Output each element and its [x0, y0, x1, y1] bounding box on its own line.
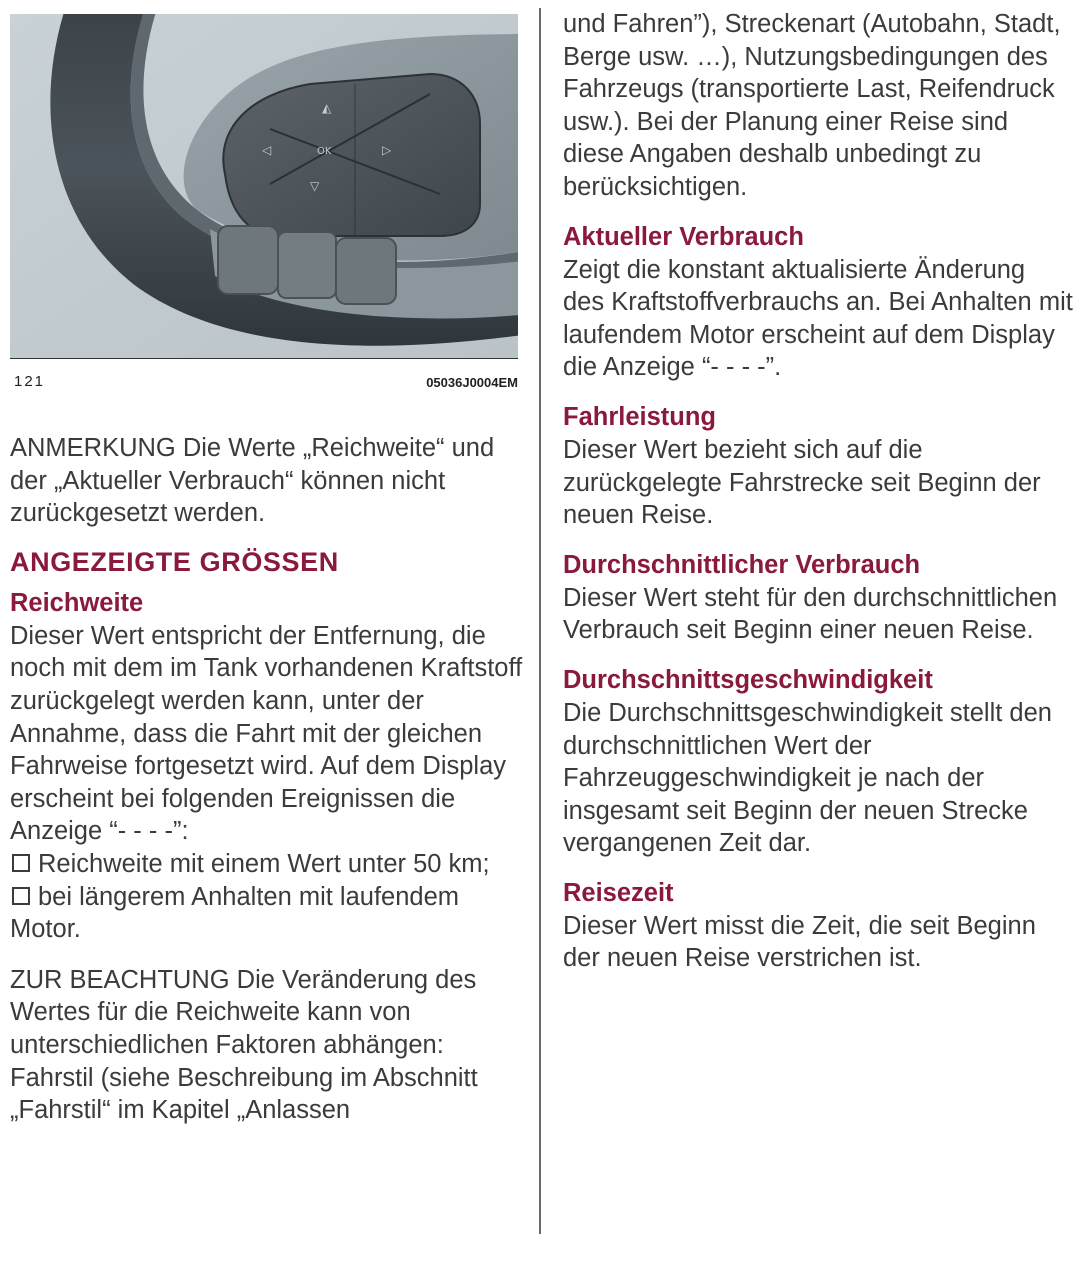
checkbox-square-icon [12, 854, 30, 872]
bullet-text: Reichweite mit einem Wert unter 50 km; [38, 849, 490, 878]
aktueller-verbrauch-heading: Aktueller Verbrauch [563, 222, 804, 251]
bullet-item [10, 881, 525, 946]
durchschnittlicher-verbrauch-heading: Durchschnittlicher Verbrauch [563, 550, 921, 579]
reichweite-heading: Reichweite [10, 588, 144, 617]
section-title: ANGEZEIGTE GRÖSSEN [10, 546, 339, 577]
fahrleistung-heading: Fahrleistung [563, 402, 717, 431]
steering-wheel-figure [10, 14, 518, 358]
durchschnittlicher-verbrauch-body: Dieser Wert steht für den durchschnittlichen Verbrauch seit Beginn einer neuen Reise. [563, 583, 1058, 645]
continuation-paragraph: und Fahren”), Streckenart (Autobahn, Stadt, Berge usw. …), Nutzungsbedingungen des Fahrzeugs (transportierte Last, Reifendruck usw.). Bei der Planung einer Reise sind diese Angaben deshalb unbedingt zu berücksichtigen. [563, 10, 1061, 201]
reichweite-body: Dieser Wert entspricht der Entfernung, die noch mit dem im Tank vorhandenen Kraftstoff zurückgelegt werden kann, unter der Annahme, dass die Fahrt mit der gleichen Fahrweise fortgesetzt wird. Auf dem Display erscheint bei folgenden Ereignissen die Anzeige “- - - -”: [10, 621, 523, 846]
svg-text:◭: ◭ [322, 101, 332, 115]
fahrleistung-body: Dieser Wert bezieht sich auf die zurückgelegte Fahrstrecke seit Beginn der neuen Reise. [563, 435, 1041, 530]
reisezeit-heading: Reisezeit [563, 878, 674, 907]
durchschnittsgeschwindigkeit-heading: Durchschnittsgeschwindigkeit [563, 665, 933, 694]
column-divider [539, 8, 541, 1234]
steering-wheel-illustration [10, 14, 518, 358]
svg-text:OK: OK [317, 146, 332, 157]
aktueller-verbrauch-body: Zeigt die konstant aktualisierte Änderung des Kraftstoffverbrauchs an. Bei Anhalten mit laufendem Motor erscheint auf dem Display die Anzeige “- - - -”. [563, 255, 1073, 382]
note-paragraph: ANMERKUNG Die Werte „Reichweite“ und der „Aktueller Verbrauch“ können nicht zurückgesetzt werden. [10, 434, 495, 528]
checkbox-square-icon [12, 887, 30, 905]
bullet-text: bei längerem Anhalten mit laufendem Motor. [10, 882, 460, 944]
left-text-block [10, 432, 525, 1127]
figure-code: 05036J0004EM [426, 375, 518, 390]
bullet-item [10, 848, 525, 881]
svg-text:▷: ▷ [382, 143, 392, 157]
svg-text:▽: ▽ [310, 179, 320, 193]
figure-rule [10, 358, 518, 359]
right-column [563, 8, 1073, 975]
durchschnittsgeschwindigkeit-body: Die Durchschnittsgeschwindigkeit stellt den durchschnittlichen Wert der Fahrzeuggeschwindigkeit je nach der insgesamt seit Beginn der neuen Strecke vergangenen Zeit dar. [563, 698, 1052, 858]
reisezeit-body: Dieser Wert misst die Zeit, die seit Beginn der neuen Reise verstrichen ist. [563, 911, 1036, 973]
svg-text:◁: ◁ [262, 143, 272, 157]
caution-paragraph: ZUR BEACHTUNG Die Veränderung des Wertes für die Reichweite kann von unterschiedlichen Faktoren abhängen: Fahrstil (siehe Beschreibung im Abschnitt „Fahrstil“ im Kapitel „Anlassen [10, 965, 478, 1125]
figure-number: 121 [14, 373, 46, 390]
